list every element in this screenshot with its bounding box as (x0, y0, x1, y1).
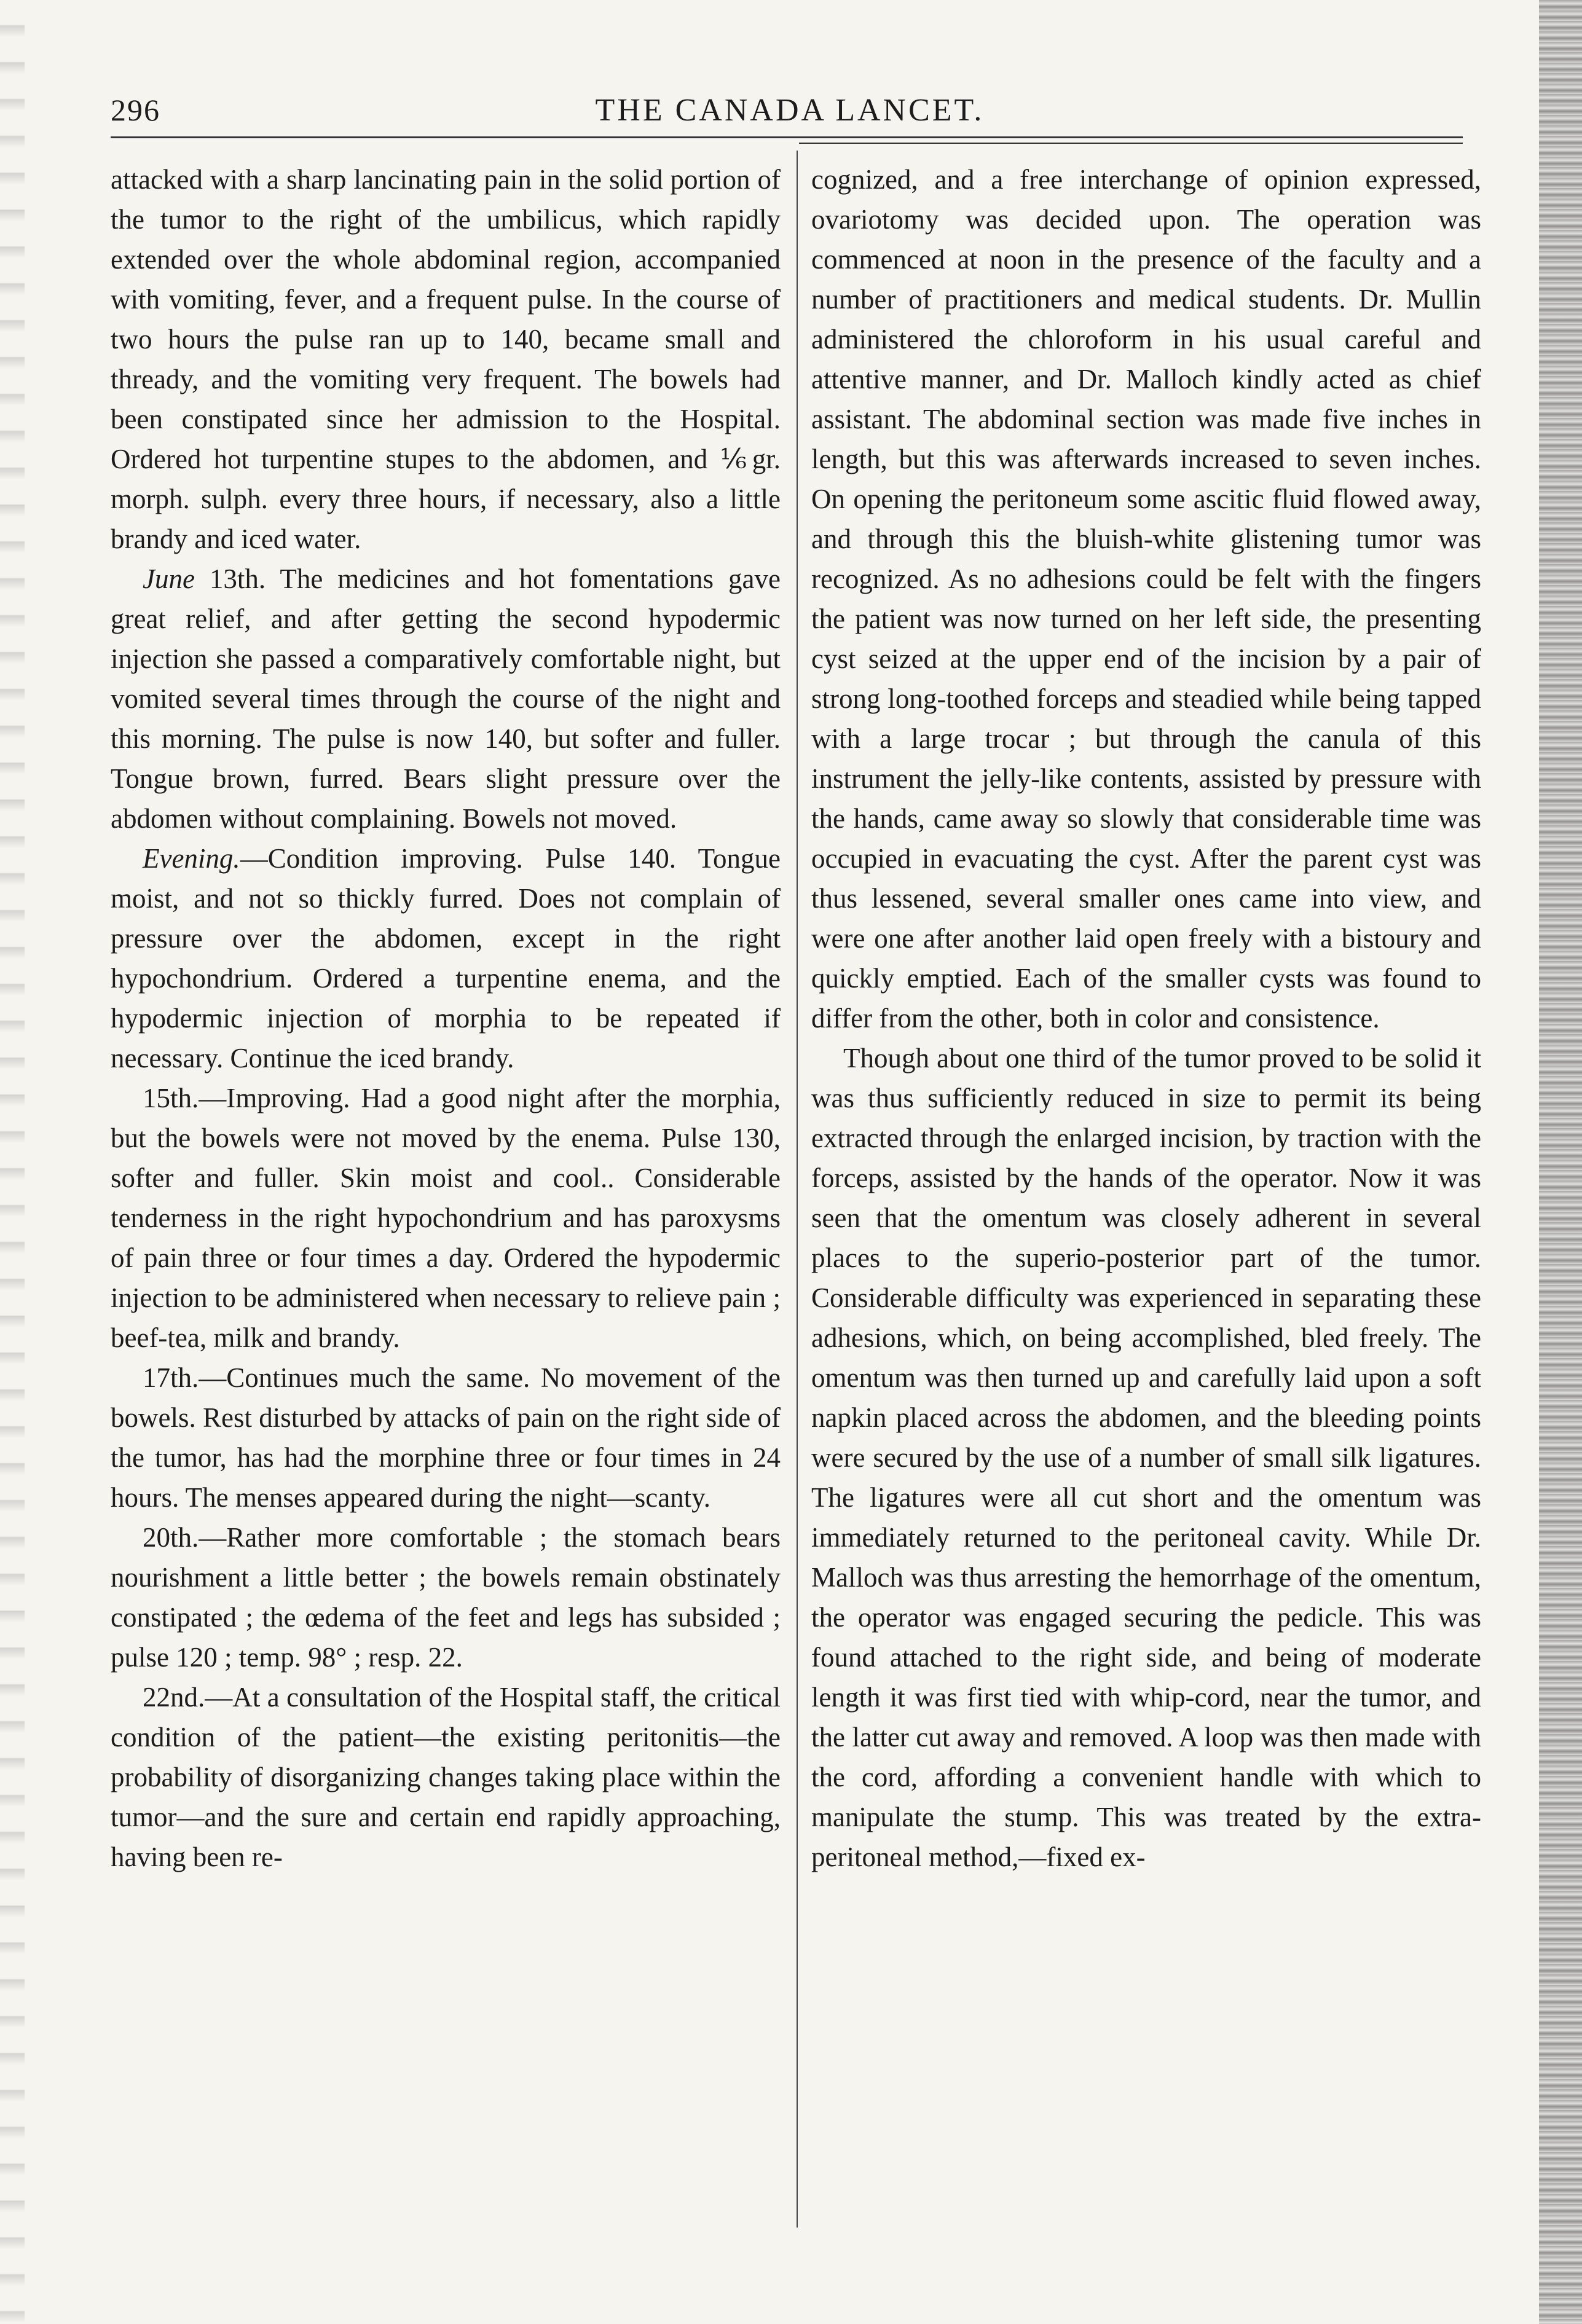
column-divider (797, 151, 798, 2228)
header-rule (111, 136, 1463, 138)
header-rule-secondary (799, 143, 1463, 144)
paragraph (111, 1358, 781, 1518)
scan-left-edge (0, 0, 25, 2324)
paragraph-text: —Condition improving. Pulse 140. Tongue moist, and not so thickly furred. Does not complain of pressure over the abdomen, except in the right hypochondrium. Ordered a turpentine enema, and the hypodermic injection of morphia to be repeated if necessary. Continue the iced brandy. (111, 843, 781, 1074)
paragraph-text: 20th.—Rather more comfortable ; the stomach bears nourishment a little better ; the bowels remain obstinately constipated ; the œdema of the feet and legs has subsided ; pulse 120 ; temp. 98° ; resp. 22. (111, 1522, 781, 1673)
page-header (111, 86, 1469, 141)
left-column (111, 160, 781, 1877)
paragraph-text: Though about one third of the tumor proved to be solid it was thus sufficiently reduced in size to permit its being extracted through the enlarged incision, by traction with the forceps, assisted by the hands of the operator. Now it was seen that the omentum was closely adherent in several places to the superio-posterior part of the tumor. Considerable difficulty was experienced in separating these adhesions, which, on being accomplished, bled freely. The omentum was then turned up and carefully laid upon a soft napkin placed across the abdomen, and the bleeding points were secured by the use of a number of small silk ligatures. The ligatures were all cut short and the omentum was immediately returned to the peritoneal cavity. While Dr. Malloch was thus arresting the hemorrhage of the omentum, the operator was engaged securing the pedicle. This was found attached to the right side, and being of moderate length it was first tied with whip-cord, near the tumor, and the latter cut away and removed. A loop was then made with the cord, affording a convenient handle with which to manipulate the stump. This was treated by the extra-peritoneal method,—fixed ex- (811, 1043, 1481, 1872)
paragraph (111, 559, 781, 839)
paragraph (811, 1038, 1481, 1877)
paragraph-text: 13th. The medicines and hot fomentations gave great relief, and after getting the second hypodermic injection she passed a comparatively comfortable night, but vomited several times through the course of the night and this morning. The pulse is now 140, but softer and fuller. Tongue brown, furred. Bears slight pressure over the abdomen without complaining. Bowels not moved. (111, 563, 781, 834)
paragraph-text: 17th.—Continues much the same. No movement of the bowels. Rest disturbed by attacks of pain on the right side of the tumor, has had the morphine three or four times in 24 hours. The menses appeared during the night—scanty. (111, 1362, 781, 1513)
running-title: THE CANADA LANCET. (595, 93, 985, 128)
paragraph (111, 839, 781, 1078)
right-column (811, 160, 1481, 1877)
paragraph-text: cognized, and a free interchange of opinion expressed, ovariotomy was decided upon. The operation was commenced at noon in the presence of the faculty and a number of practitioners and medical students. Dr. Mullin administered the chloroform in his usual careful and attentive manner, and Dr. Malloch kindly acted as chief assistant. The abdominal section was made five inches in length, but this was afterwards increased to seven inches. On opening the peritoneum some ascitic fluid flowed away, and through this the bluish-white glistening tumor was recognized. As no adhesions could be felt with the fingers the patient was now turned on her left side, the presenting cyst seized at the upper end of the incision by a pair of strong long-toothed forceps and steadied while being tapped with a large trocar ; but through the canula of this instrument the jelly-like contents, assisted by pressure with the hands, came away so slowly that considerable time was occupied in evacuating the cyst. After the parent cyst was thus lessened, several smaller ones came into view, and were one after another laid open freely with a bistoury and quickly emptied. Each of the smaller cysts was found to differ from the other, both in color and consistence. (811, 164, 1481, 1034)
paragraph (811, 160, 1481, 1038)
paragraph (111, 1078, 781, 1358)
paragraph-text: 15th.—Improving. Had a good night after the morphia, but the bowels were not moved by the enema. Pulse 130, softer and fuller. Skin moist and cool.. Considerable tenderness in the right hypochondrium and has paroxysms of pain three or four times a day. Ordered the hypodermic injection to be administered when necessary to relieve pain ; beef-tea, milk and brandy. (111, 1083, 781, 1353)
page-number: 296 (111, 93, 160, 127)
paragraph-lead: Evening. (143, 843, 240, 874)
paragraph-text: 22nd.—At a consultation of the Hospital staff, the critical condition of the patient—the existing peritonitis—the probability of disorganizing changes taking place within the tumor—and the sure and certain end rapidly approaching, having been re- (111, 1682, 781, 1872)
paragraph-text: attacked with a sharp lancinating pain in the solid portion of the tumor to the right of the umbilicus, which rapidly extended over the whole abdominal region, accompanied with vomiting, fever, and a frequent pulse. In the course of two hours the pulse ran up to 140, became small and thready, and the vomiting very frequent. The bowels had been constipated since her admission to the Hospital. Ordered hot turpentine stupes to the abdomen, and ⅙gr. morph. sulph. every three hours, if necessary, also a little brandy and iced water. (111, 164, 781, 554)
paragraph (111, 160, 781, 559)
scan-right-edge (1539, 0, 1582, 2324)
paragraph (111, 1678, 781, 1877)
paragraph-lead: June (143, 563, 195, 594)
paragraph (111, 1518, 781, 1678)
